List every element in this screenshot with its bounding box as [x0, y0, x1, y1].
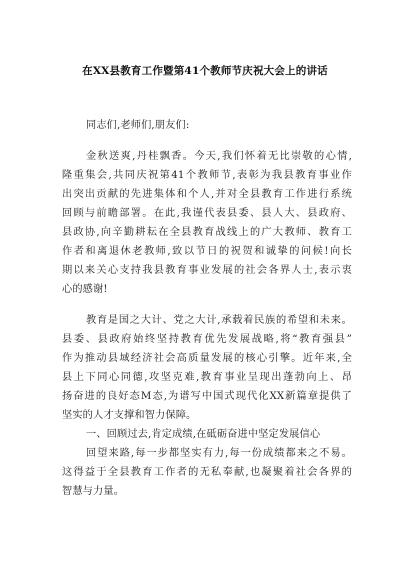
paragraph-line: 作者和离退休老教师,致以节日的祝贺和诚挚的问候!向长 — [62, 246, 352, 257]
paragraph-line: 回顾与前瞻部署。在此,我谨代表县委、县人大、县政府、 — [62, 208, 352, 219]
paragraph-line: 出突出贡献的先进集体和个人,并对全县教育工作进行系统 — [62, 189, 352, 200]
paragraph-gap — [62, 135, 352, 147]
document-body — [62, 116, 352, 501]
paragraph-line: 县政协,向辛勤耕耘在全县教育战线上的广大教师、教育工 — [62, 227, 352, 238]
paragraph-gap — [62, 299, 352, 311]
paragraph-line: 坚实的人才支撑和智力保障。 — [62, 410, 197, 421]
paragraph-line: 智慧与力量。 — [62, 486, 125, 497]
paragraph-line: 心的感谢! — [62, 284, 108, 295]
paragraph-line: 这得益于全县教育工作者的无私奉献,也凝聚着社会各界的 — [62, 467, 352, 478]
section-heading: 一、回顾过去,肯定成绩,在砥砺奋进中坚定发展信心 — [86, 429, 321, 440]
paragraph-line: 扬奋进的良好态M态,为谱写中国式现代化XX新篇章提供了 — [62, 391, 352, 402]
paragraph-line: 教育是国之大计、党之大计,承载着民族的希望和未来。 — [86, 315, 352, 326]
document-title: 在XX县教育工作暨第41个教师节庆祝大会上的讲话 — [82, 65, 328, 77]
paragraph-line: 县上下同心同德,攻坚克难,教育事业呈现出蓬勃向上、昂 — [62, 372, 352, 383]
paragraph-line: 作为推动县域经济社会高质量发展的核心引擎。近年来,全 — [62, 353, 352, 364]
paragraph-line: 隆重集会,共同庆祝第41个教师节,表彰为我县教育事业作 — [62, 170, 352, 181]
salutation-line: 同志们,老师们,朋友们: — [86, 120, 190, 131]
paragraph-line: 县委、县政府始终坚持教育优先发展战略,将“教育强县” — [62, 334, 352, 345]
paragraph-line: 期以来关心支持我县教育事业发展的社会各界人士,表示衷 — [62, 265, 352, 276]
paragraph-line: 金秋送爽,丹桂飘香。今天,我们怀着无比崇敬的心情, — [86, 151, 352, 162]
paragraph-line: 回望来路,每一步都坚实有力,每一份成绩都来之不易。 — [86, 448, 352, 459]
